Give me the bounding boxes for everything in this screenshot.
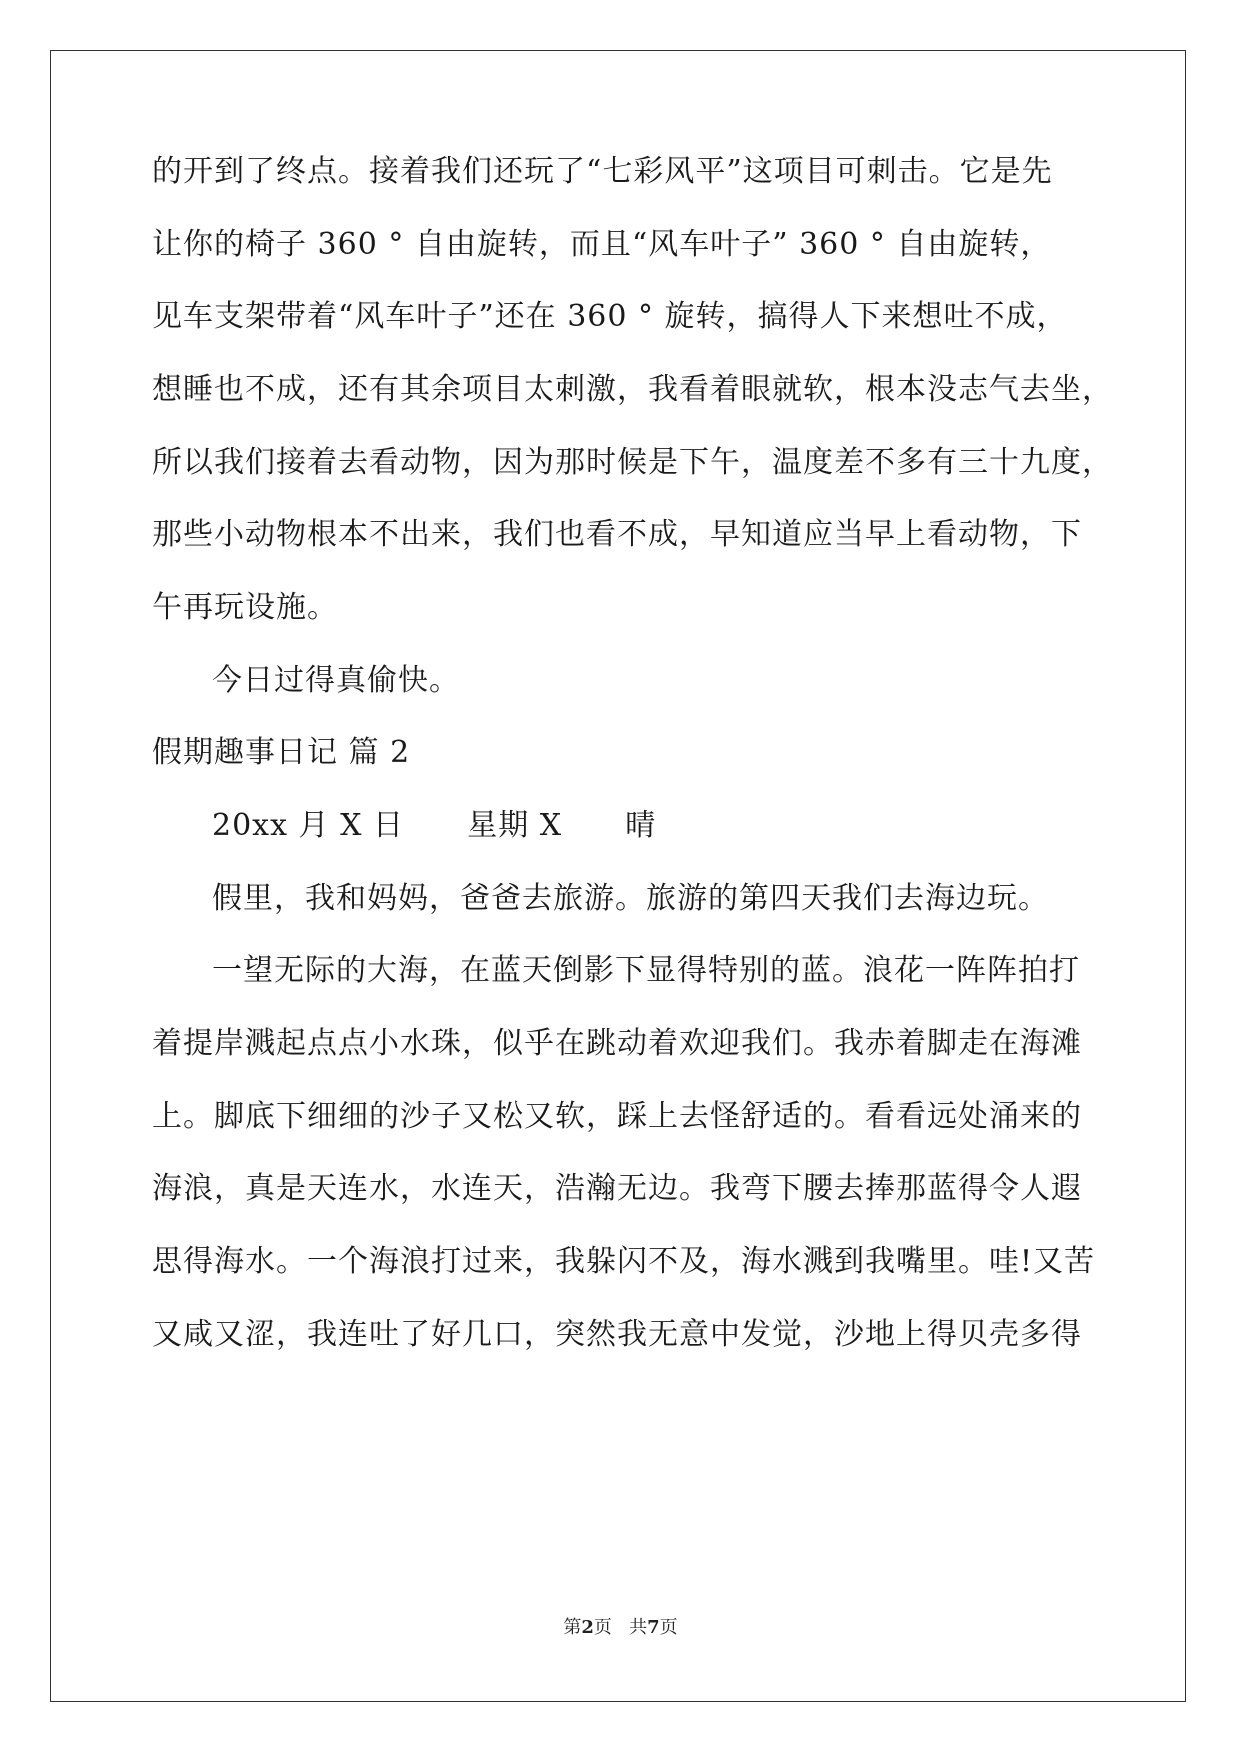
footer-total-pages: 7 (647, 1617, 660, 1638)
paragraph1-line-5: 所以我们接着去看动物，因为那时候是下午，温度差不多有三十九度， (152, 445, 1113, 480)
paragraph2-line-4: 海浪，真是天连水，水连天，浩瀚无边。我弯下腰去捧那蓝得令人遐 (152, 1171, 1082, 1206)
section-heading: 假期趣事日记 篇 2 (152, 735, 411, 770)
closing-line: 今日过得真偷快。 (212, 663, 460, 698)
intro-line: 假里，我和妈妈，爸爸去旅游。旅游的第四天我们去海边玩。 (212, 881, 1049, 916)
paragraph1-line-2: 让你的椅子 360 ° 自由旋转，而且“风车叶子” 360 ° 自由旋转， (152, 227, 1052, 262)
paragraph1-line-3: 见车支架带着“风车叶子”还在 360 ° 旋转，搞得人下来想吐不成， (152, 299, 1068, 334)
paragraph1-line-1: 的开到了终点。接着我们还玩了“七彩风平”这项目可刺击。它是先 (152, 154, 1053, 189)
date-line: 20xx 月 X 日 星期 X 晴 (212, 808, 657, 843)
paragraph2-line-6: 又咸又涩，我连吐了好几口，突然我无意中发觉，沙地上得贝壳多得 (152, 1317, 1082, 1352)
paragraph1-line-4: 想睡也不成，还有其余项目太刺激，我看着眼就软，根本没志气去坐， (152, 372, 1113, 407)
footer-middle: 页 共 (593, 1617, 648, 1638)
paragraph2-line-2: 着提岸溅起点点小水珠，似乎在跳动着欢迎我们。我赤着脚走在海滩 (152, 1026, 1082, 1061)
paragraph1-line-7: 午再玩设施。 (152, 590, 338, 625)
paragraph2-line-1: 一望无际的大海，在蓝天倒影下显得特别的蓝。浪花一阵阵拍打 (212, 953, 1080, 988)
footer-current-page: 2 (581, 1617, 594, 1638)
page-footer (0, 1616, 1241, 1640)
paragraph2-line-3: 上。脚底下细细的沙子又松又软，踩上去怪舒适的。看看远处涌来的 (152, 1099, 1082, 1134)
footer-suffix: 页 (659, 1617, 678, 1638)
footer-prefix: 第 (563, 1617, 582, 1638)
paragraph2-line-5: 思得海水。一个海浪打过来，我躲闪不及，海水溅到我嘴里。哇!又苦 (152, 1244, 1096, 1279)
paragraph1-line-6: 那些小动物根本不出来，我们也看不成，早知道应当早上看动物，下 (152, 517, 1082, 552)
